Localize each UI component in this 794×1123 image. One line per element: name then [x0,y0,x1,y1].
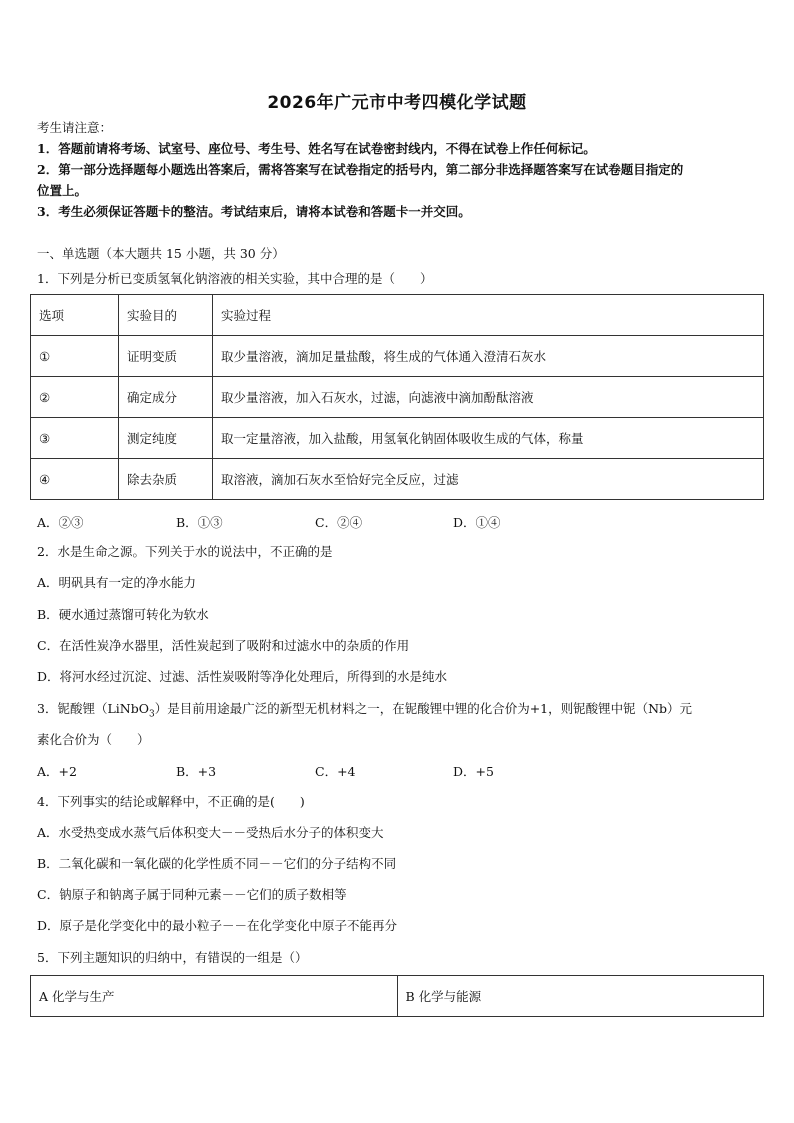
table-cell: 取溶液，滴加石灰水至恰好完全反应，过滤 [213,459,764,500]
table-header-row [31,295,764,336]
question-5-stem: 5．下列主题知识的归纳中，有错误的一组是（） [37,950,308,965]
table-cell: 取一定量溶液，加入盐酸，用氢氧化钠固体吸收生成的气体，称量 [213,418,764,459]
question-3-subscript: 3 [148,709,155,720]
table-header-row [31,976,764,1017]
table-cell: 除去杂质 [119,459,213,500]
question-1-table [30,294,764,500]
question-1-option-d: D．①④ [453,515,501,530]
question-3-stem [37,700,692,724]
notice-heading: 考生请注意： [37,120,113,135]
table-row [31,336,764,377]
page-title: 2026年广元市中考四模化学试题 [267,93,527,113]
question-3-option-b: B．+3 [176,764,217,779]
table-row [31,377,764,418]
question-1-option-b: B．①③ [176,515,223,530]
question-1-option-a: A．②③ [37,515,84,530]
table-header-cell: 实验目的 [119,295,213,336]
table-header-cell: 选项 [31,295,119,336]
question-3-stem-part: 3．铌酸锂（LiNbO [37,701,149,716]
question-3-stem-part: ）是目前用途最广泛的新型无机材料之一，在铌酸锂中锂的化合价为+1，则铌酸锂中铌（Nb）元 [154,701,693,716]
table-cell: ③ [31,418,119,459]
question-3-option-a: A．+2 [37,764,77,779]
question-3-stem-continued: 素化合价为（ ） [37,732,150,747]
question-4-option-c: C．钠原子和钠离子属于同种元素－－它们的质子数相等 [37,887,347,902]
table-cell: 取少量溶液，滴加足量盐酸，将生成的气体通入澄清石灰水 [213,336,764,377]
question-4-option-d: D．原子是化学变化中的最小粒子－－在化学变化中原子不能再分 [37,918,398,933]
question-2-option-a: A．明矾具有一定的净水能力 [37,575,197,590]
notice-item: 位置上。 [37,183,88,198]
question-1-option-c: C．②④ [315,515,363,530]
table-cell: 取少量溶液，加入石灰水，过滤，向滤液中滴加酚酞溶液 [213,377,764,418]
table-cell: 确定成分 [119,377,213,418]
question-2-stem: 2．水是生命之源。下列关于水的说法中，不正确的是 [37,544,333,559]
table-cell: 测定纯度 [119,418,213,459]
question-2-option-c: C．在活性炭净水器里，活性炭起到了吸附和过滤水中的杂质的作用 [37,638,410,653]
notice-item: 3．考生必须保证答题卡的整洁。考试结束后，请将本试卷和答题卡一并交回。 [37,204,471,219]
question-4-option-b: B．二氧化碳和一氧化碳的化学性质不同－－它们的分子结构不同 [37,856,397,871]
table-row [31,459,764,500]
notice-item: 1．答题前请将考场、试室号、座位号、考生号、姓名写在试卷密封线内，不得在试卷上作任何标记。 [37,141,596,156]
question-4-option-a: A．水受热变成水蒸气后体积变大－－受热后水分子的体积变大 [37,825,384,840]
question-1-stem: 1．下列是分析已变质氢氧化钠溶液的相关实验，其中合理的是（ ） [37,271,433,286]
question-2-option-b: B．硬水通过蒸馏可转化为软水 [37,607,209,622]
question-5-table [30,975,764,1017]
table-header-cell: B 化学与能源 [397,976,764,1017]
section-heading: 一、单选题（本大题共 15 小题，共 30 分） [37,246,285,261]
table-header-cell: A 化学与生产 [31,976,398,1017]
question-3-option-c: C．+4 [315,764,356,779]
question-4-stem: 4．下列事实的结论或解释中，不正确的是( ) [37,794,305,809]
table-header-cell: 实验过程 [213,295,764,336]
table-cell: ② [31,377,119,418]
question-3-option-d: D．+5 [453,764,494,779]
table-row [31,418,764,459]
table-cell: ① [31,336,119,377]
table-cell: ④ [31,459,119,500]
notice-item: 2．第一部分选择题每小题选出答案后，需将答案写在试卷指定的括号内，第二部分非选择题答案写在试卷题目指定的 [37,162,684,177]
question-2-option-d: D．将河水经过沉淀、过滤、活性炭吸附等净化处理后，所得到的水是纯水 [37,669,448,684]
table-cell: 证明变质 [119,336,213,377]
